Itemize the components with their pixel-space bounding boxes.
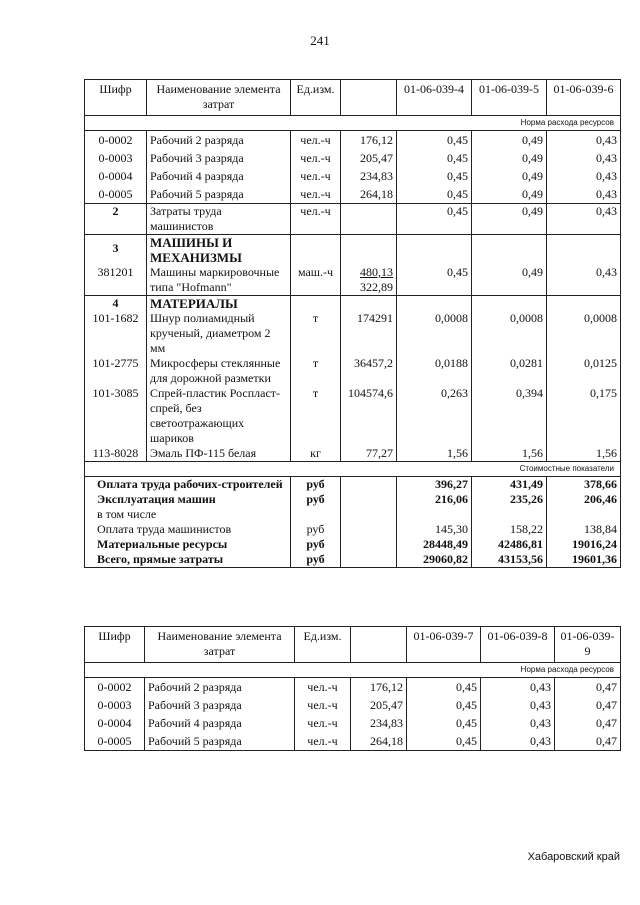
table-row [85, 185, 621, 204]
row-code: 0-0002 [85, 678, 145, 697]
row-v2: 0,43 [481, 714, 555, 732]
table-row [85, 204, 621, 235]
row-v3: 0,43 [547, 167, 621, 185]
norm-label: Норма расхода ресурсов [85, 663, 621, 678]
total-v1: 29060,82 [397, 552, 472, 568]
row-v1: 0,45 [397, 185, 472, 204]
row-price: 104574,6 [341, 386, 397, 446]
row-v2: 0,49 [472, 185, 547, 204]
table-header [85, 80, 621, 116]
row-unit: чел.-ч [295, 732, 351, 751]
row-v1: 0,45 [397, 265, 472, 296]
table-row [85, 149, 621, 167]
header-col2: 01-06-039-5 [472, 80, 547, 116]
row-unit: чел.-ч [291, 149, 341, 167]
total-row [85, 552, 621, 568]
row-name: Шнур полиамидный крученый, диаметром 2 мм [147, 311, 291, 356]
row-v3: 0,43 [547, 185, 621, 204]
row-unit: т [291, 311, 341, 356]
total-unit: руб [291, 477, 341, 493]
row-code: 0-0002 [85, 131, 147, 150]
row-code: 0-0003 [85, 696, 145, 714]
row-v2: 0,49 [472, 265, 547, 296]
row-price: 205,47 [351, 696, 407, 714]
row-code: 0-0004 [85, 167, 147, 185]
total-row [85, 492, 621, 507]
row-unit: маш.-ч [291, 265, 341, 296]
row-v1: 0,45 [407, 714, 481, 732]
total-name: Эксплуатация машин [85, 492, 291, 507]
table-header [85, 627, 621, 663]
row-code: 101-1682 [85, 311, 147, 356]
row-name: Рабочий 4 разряда [147, 167, 291, 185]
row-v3: 0,47 [555, 714, 621, 732]
price-bottom: 322,89 [360, 280, 393, 294]
row-v3: 0,47 [555, 696, 621, 714]
row-v3: 0,43 [547, 149, 621, 167]
row-v3: 0,43 [547, 204, 621, 235]
row-v3: 0,43 [547, 131, 621, 150]
table-row [85, 265, 621, 296]
region-footer: Хабаровский край [527, 851, 620, 863]
row-v1: 0,45 [407, 732, 481, 751]
total-v2: 431,49 [472, 477, 547, 493]
total-unit: руб [291, 522, 341, 537]
table-row [85, 732, 621, 751]
row-v3: 0,47 [555, 678, 621, 697]
row-name: Эмаль ПФ-115 белая [147, 446, 291, 462]
row-price: 77,27 [341, 446, 397, 462]
row-price: 234,83 [341, 167, 397, 185]
row-unit: чел.-ч [291, 167, 341, 185]
row-v3: 0,43 [547, 265, 621, 296]
row-name: Рабочий 2 разряда [145, 678, 295, 697]
row-v1: 1,56 [397, 446, 472, 462]
row-code: 381201 [85, 265, 147, 296]
total-v2: 158,22 [472, 522, 547, 537]
row-v1: 0,45 [407, 678, 481, 697]
header-col1: 01-06-039-4 [397, 80, 472, 116]
row-price: 205,47 [341, 149, 397, 167]
total-unit: руб [291, 552, 341, 568]
section-title: МАШИНЫ И МЕХАНИЗМЫ [147, 235, 291, 266]
row-price: 234,83 [351, 714, 407, 732]
row-name: Рабочий 5 разряда [145, 732, 295, 751]
header-unit: Ед.изм. [291, 80, 341, 116]
row-v2: 0,49 [472, 167, 547, 185]
total-v1: 145,30 [397, 522, 472, 537]
row-v2: 0,0008 [472, 311, 547, 356]
cost-label-row [85, 462, 621, 477]
total-v3: 138,84 [547, 522, 621, 537]
section-code: 3 [85, 235, 147, 266]
row-unit: чел.-ч [295, 714, 351, 732]
row-v1: 0,263 [397, 386, 472, 446]
table-row [85, 714, 621, 732]
row-name: Рабочий 5 разряда [147, 185, 291, 204]
row-v2: 0,49 [472, 204, 547, 235]
row-price: 176,12 [351, 678, 407, 697]
total-name: Материальные ресурсы [85, 537, 291, 552]
row-price: 174291 [341, 311, 397, 356]
row-code: 0-0003 [85, 149, 147, 167]
header-code: Шифр [85, 80, 147, 116]
row-v2: 0,43 [481, 732, 555, 751]
row-v2: 0,0281 [472, 356, 547, 386]
section-title: МАТЕРИАЛЫ [147, 296, 291, 312]
total-row [85, 537, 621, 552]
row-v3: 0,47 [555, 732, 621, 751]
header-col1: 01-06-039-7 [407, 627, 481, 663]
norm-label: Норма расхода ресурсов [85, 116, 621, 131]
row-v2: 0,49 [472, 149, 547, 167]
total-v3: 19016,24 [547, 537, 621, 552]
page-number: 241 [310, 33, 330, 48]
total-v2: 43153,56 [472, 552, 547, 568]
total-v2: 42486,81 [472, 537, 547, 552]
total-v2: 235,26 [472, 492, 547, 507]
row-code: 0-0004 [85, 714, 145, 732]
row-price [341, 204, 397, 235]
table-row [85, 356, 621, 386]
total-v3: 19601,36 [547, 552, 621, 568]
table-row [85, 131, 621, 150]
row-name: Машины маркировочные типа "Hofmann" [147, 265, 291, 296]
total-v1: 28448,49 [397, 537, 472, 552]
total-row [85, 522, 621, 537]
row-code: 0-0005 [85, 185, 147, 204]
including-label: в том числе [85, 507, 291, 522]
row-name: Рабочий 3 разряда [145, 696, 295, 714]
row-v2: 1,56 [472, 446, 547, 462]
header-name: Наименование элемента затрат [145, 627, 295, 663]
row-v3: 1,56 [547, 446, 621, 462]
row-v1: 0,0188 [397, 356, 472, 386]
row-v2: 0,394 [472, 386, 547, 446]
total-v1: 396,27 [397, 477, 472, 493]
row-v1: 0,45 [397, 149, 472, 167]
total-row [85, 477, 621, 493]
row-name: Спрей-пластик Роспласт-спрей, без светоотражающих шариков [147, 386, 291, 446]
row-code: 101-2775 [85, 356, 147, 386]
cost-label: Стоимостные показатели [85, 462, 621, 477]
row-unit: чел.-ч [295, 678, 351, 697]
row-v1: 0,45 [397, 204, 472, 235]
total-name: Всего, прямые затраты [85, 552, 291, 568]
row-unit: чел.-ч [291, 185, 341, 204]
total-name: Оплата труда рабочих-строителей [85, 477, 291, 493]
row-code: 113-8028 [85, 446, 147, 462]
header-col3: 01-06-039-6 [547, 80, 621, 116]
total-name: Оплата труда машинистов [85, 522, 291, 537]
header-blank [341, 80, 397, 116]
including-row [85, 507, 621, 522]
row-unit: чел.-ч [291, 131, 341, 150]
total-v3: 378,66 [547, 477, 621, 493]
price-top: 480,13 [360, 265, 393, 279]
section-row [85, 235, 621, 266]
row-code: 0-0005 [85, 732, 145, 751]
norm-label-row [85, 663, 621, 678]
row-unit: т [291, 386, 341, 446]
row-unit: чел.-ч [295, 696, 351, 714]
row-v3: 0,0125 [547, 356, 621, 386]
total-unit: руб [291, 492, 341, 507]
row-name: Затраты труда машинистов [147, 204, 291, 235]
row-name: Рабочий 2 разряда [147, 131, 291, 150]
row-v1: 0,45 [397, 167, 472, 185]
table-row [85, 446, 621, 462]
table-row [85, 311, 621, 356]
norm-label-row [85, 116, 621, 131]
row-v3: 0,175 [547, 386, 621, 446]
table-row [85, 696, 621, 714]
row-price [341, 265, 397, 296]
resource-table-1 [84, 79, 621, 568]
row-code: 2 [85, 204, 147, 235]
header-code: Шифр [85, 627, 145, 663]
row-price: 264,18 [351, 732, 407, 751]
section-code: 4 [85, 296, 147, 312]
table-row [85, 167, 621, 185]
row-code: 101-3085 [85, 386, 147, 446]
row-v2: 0,43 [481, 696, 555, 714]
row-unit: кг [291, 446, 341, 462]
row-v1: 0,0008 [397, 311, 472, 356]
table-row [85, 386, 621, 446]
row-name: Рабочий 4 разряда [145, 714, 295, 732]
header-col3: 01-06-039-9 [555, 627, 621, 663]
total-v3: 206,46 [547, 492, 621, 507]
row-name: Микросферы стеклянные для дорожной разметки [147, 356, 291, 386]
header-name: Наименование элемента затрат [147, 80, 291, 116]
header-unit: Ед.изм. [295, 627, 351, 663]
row-v1: 0,45 [397, 131, 472, 150]
total-v1: 216,06 [397, 492, 472, 507]
header-blank [351, 627, 407, 663]
row-v2: 0,43 [481, 678, 555, 697]
row-unit: т [291, 356, 341, 386]
row-v1: 0,45 [407, 696, 481, 714]
total-unit: руб [291, 537, 341, 552]
row-price: 176,12 [341, 131, 397, 150]
row-name: Рабочий 3 разряда [147, 149, 291, 167]
row-v3: 0,0008 [547, 311, 621, 356]
row-price: 264,18 [341, 185, 397, 204]
resource-table-2 [84, 626, 621, 751]
row-v2: 0,49 [472, 131, 547, 150]
header-col2: 01-06-039-8 [481, 627, 555, 663]
table-row [85, 678, 621, 697]
row-price: 36457,2 [341, 356, 397, 386]
row-unit: чел.-ч [291, 204, 341, 235]
section-row [85, 296, 621, 312]
